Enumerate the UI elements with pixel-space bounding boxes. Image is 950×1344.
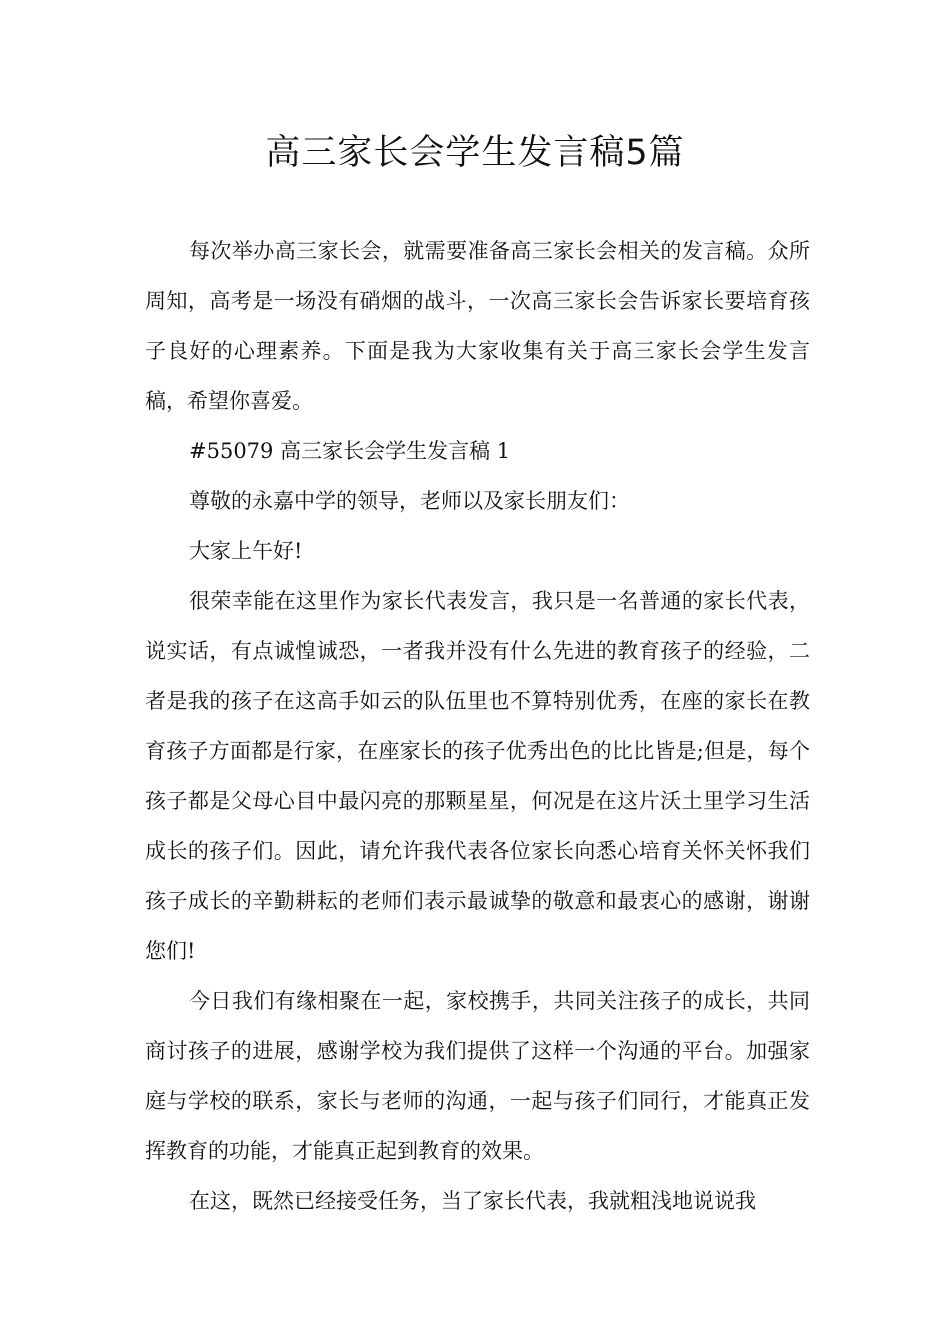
document-title: 高三家长会学生发言稿5篇 (265, 133, 685, 173)
section-heading: #55079 高三家长会学生发言稿 1 (189, 439, 511, 463)
document-body (145, 226, 810, 1226)
greeting: 大家上午好! (189, 539, 303, 563)
intro-paragraph: 每次举办高三家长会，就需要准备高三家长会相关的发言稿。众所周知，高考是一场没有硝烟的战斗，一次高三家长会告诉家长要培育孩子良好的心理素养。下面是我为大家收集有关于高三家长会学生发言稿，希望你喜爱。 (145, 239, 810, 413)
body-paragraph: 今日我们有缘相聚在一起，家校携手，共同关注孩子的成长，共同商讨孩子的进展，感谢学校为我们提供了这样一个沟通的平台。加强家庭与学校的联系，家长与老师的沟通，一起与孩子们同行，才能真正发挥教育的功能，才能真正起到教育的效果。 (145, 989, 810, 1163)
body-paragraph: 很荣幸能在这里作为家长代表发言，我只是一名普通的家长代表，说实话，有点诚惶诚恐，一者我并没有什么先进的教育孩子的经验，二者是我的孩子在这高手如云的队伍里也不算特别优秀，在座的家长在教育孩子方面都是行家，在座家长的孩子优秀出色的比比皆是;但是，每个孩子都是父母心目中最闪亮的那颗星星，何况是在这片沃土里学习生活成长的孩子们。因此，请允许我代表各位家长向悉心培育关怀关怀我们孩子成长的辛勤耕耘的老师们表示最诚挚的敬意和最衷心的感谢，谢谢您们! (145, 589, 810, 963)
salutation: 尊敬的永嘉中学的领导，老师以及家长朋友们： (189, 489, 630, 513)
body-paragraph: 在这，既然已经接受任务，当了家长代表，我就粗浅地说说我 (189, 1189, 756, 1213)
